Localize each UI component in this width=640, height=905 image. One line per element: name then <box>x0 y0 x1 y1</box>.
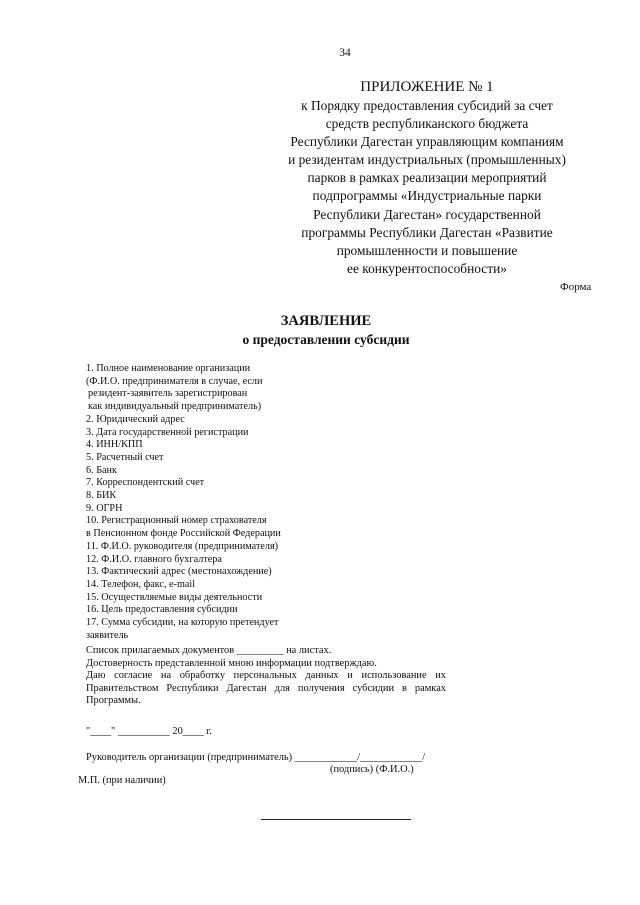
appendix-line: к Порядку предоставления субсидий за счет <box>301 98 553 113</box>
appendix-line: программы Республики Дагестан «Развитие <box>301 224 553 240</box>
field-item: 12. Ф.И.О. главного бухгалтера <box>86 553 222 565</box>
reliability-text: Достоверность представленной мною информации подтверждаю. <box>86 657 377 669</box>
date-line: "____" __________ 20____ г. <box>86 726 212 737</box>
field-item: 17. Сумма субсидии, на которую претендует <box>86 617 279 629</box>
field-item: 14. Телефон, факс, e-mail <box>86 578 196 590</box>
field-item: как индивидуальный предприниматель) <box>88 401 262 413</box>
signature-line: Руководитель организации (предприниматель) ____________/____________/ <box>86 752 426 763</box>
field-item: заявитель <box>86 629 129 641</box>
appendix-title: ПРИЛОЖЕНИЕ № 1 <box>360 79 494 95</box>
appendix-block <box>262 78 592 278</box>
field-item: 7. Корреспондентский счет <box>86 477 205 489</box>
field-item: 5. Расчетный счет <box>86 451 164 463</box>
appendix-line: Республики Дагестан управляющим компаниям <box>290 134 564 150</box>
field-item: 6. Банк <box>86 464 117 476</box>
appendix-line: средств республиканского бюджета <box>325 116 529 132</box>
fields-list <box>86 363 346 642</box>
page-number: 34 <box>339 47 351 59</box>
consent-block <box>86 645 446 708</box>
appendix-line: промышленности и повышение <box>336 242 518 258</box>
appendix-line: Республики Дагестан» государственной <box>313 206 541 222</box>
field-item: 8. БИК <box>86 490 117 502</box>
field-item: 10. Регистрационный номер страхователя <box>86 515 267 527</box>
appendix-line: парков в рамках реализации мероприятий <box>307 170 547 186</box>
field-item: 3. Дата государственной регистрации <box>86 426 249 438</box>
signature-caption: (подпись) (Ф.И.О.) <box>330 764 414 775</box>
field-item: в Пенсионном фонде Российской Федерации <box>86 528 281 540</box>
field-item: (Ф.И.О. предпринимателя в случае, если <box>86 375 263 387</box>
seal-note: М.П. (при наличии) <box>78 775 166 786</box>
document-heading <box>0 312 640 349</box>
bottom-divider <box>261 819 411 820</box>
heading-title: ЗАЯВЛЕНИЕ <box>280 313 372 329</box>
appendix-line: подпрограммы «Индустриальные парки <box>312 188 542 204</box>
field-item: 15. Осуществляемые виды деятельности <box>86 591 263 603</box>
form-label: Форма <box>560 281 592 293</box>
appendix-line: ее конкурентоспособности» <box>347 260 507 276</box>
field-item: 16. Цель предоставления субсидии <box>86 604 238 616</box>
field-item: 11. Ф.И.О. руководителя (предпринимателя) <box>86 540 279 552</box>
appendix-line: и резидентам индустриальных (промышленных) <box>288 152 566 168</box>
field-item: 13. Фактический адрес (местонахождение) <box>86 566 272 578</box>
field-item: 1. Полное наименование организации <box>86 363 251 374</box>
heading-subtitle: о предоставлении субсидии <box>242 332 410 347</box>
field-item: 9. ОГРН <box>86 502 123 514</box>
field-item: резидент-заявитель зарегистрирован <box>88 388 248 400</box>
field-item: 4. ИНН/КПП <box>86 439 143 451</box>
field-item: 2. Юридический адрес <box>86 413 185 425</box>
agreement-text: Даю согласие на обработку персональных данных и использование их Правительством Республики Дагестан для получения субсидии в рамках Программы. <box>86 670 446 707</box>
documents-list-text: Список прилагаемых документов _________ на листах. <box>86 645 332 656</box>
